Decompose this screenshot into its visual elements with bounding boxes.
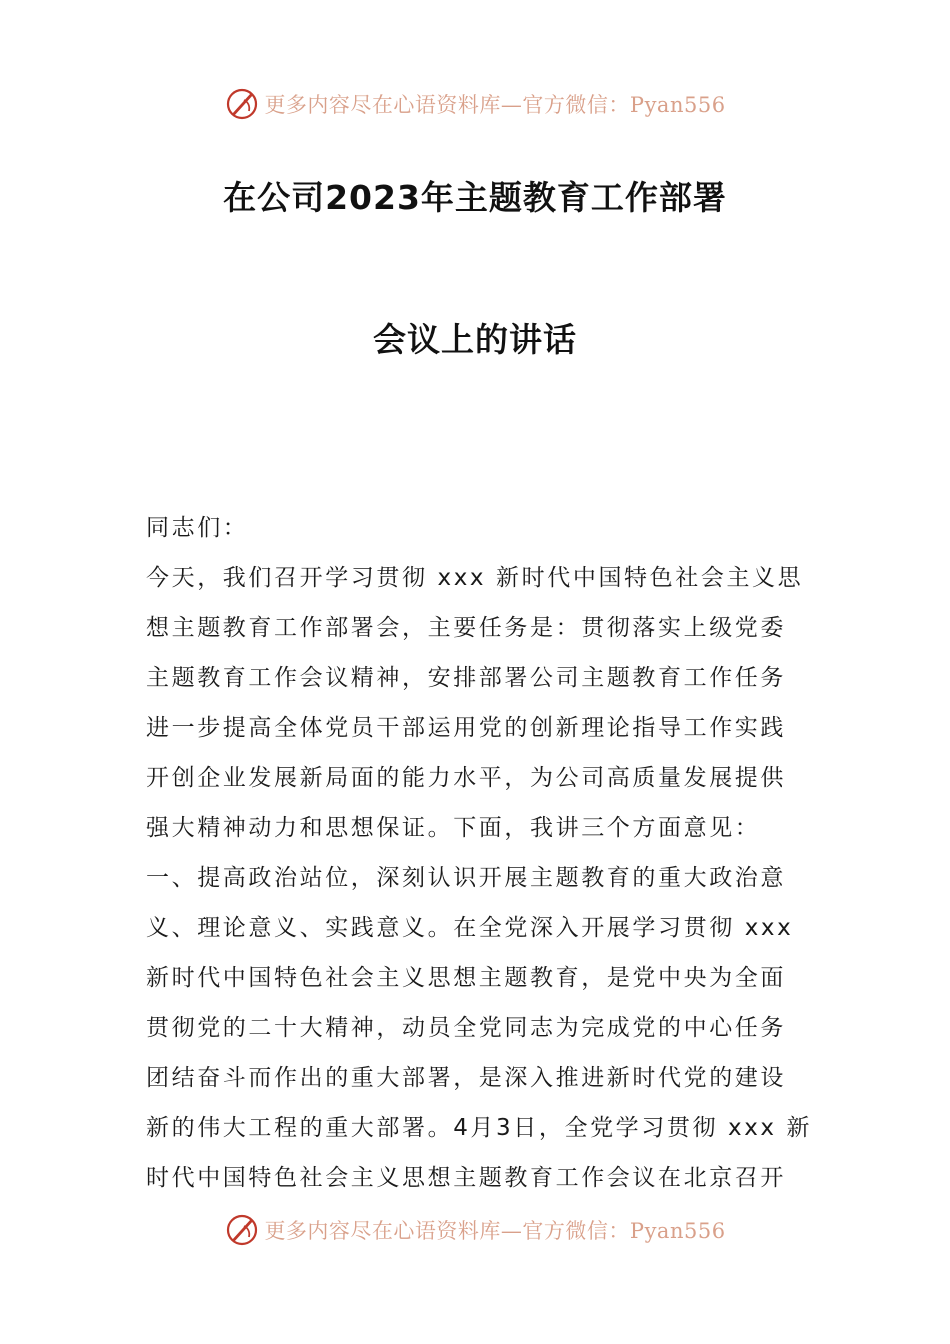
- body-line: 同志们：: [146, 515, 249, 541]
- body-line: 今天，我们召开学习贯彻 xxx 新时代中国特色社会主义思: [146, 565, 804, 591]
- watermark-header: [0, 82, 950, 126]
- body-line: 主题教育工作会议精神，安排部署公司主题教育工作任务: [146, 665, 786, 691]
- speech-body: [146, 503, 813, 1203]
- body-line: 团结奋斗而作出的重大部署，是深入推进新时代党的建设: [146, 1065, 786, 1091]
- body-line: 强大精神动力和思想保证。下面，我讲三个方面意见：: [146, 815, 761, 841]
- document-title-line-1: 在公司2023年主题教育工作部署: [223, 178, 727, 217]
- body-line: 贯彻党的二十大精神，动员全党同志为完成党的中心任务: [146, 1015, 786, 1041]
- body-line: 义、理论意义、实践意义。在全党深入开展学习贯彻 xxx: [146, 915, 794, 941]
- watermark-text: 更多内容尽在心语资料库—官方微信：Pyan556: [264, 1219, 726, 1243]
- body-line: 开创企业发展新局面的能力水平，为公司高质量发展提供: [146, 765, 786, 791]
- watermark-text: 更多内容尽在心语资料库—官方微信：Pyan556: [264, 93, 726, 117]
- body-line: 新时代中国特色社会主义思想主题教育，是党中央为全面: [146, 965, 786, 991]
- document-title-line-2: 会议上的讲话: [373, 320, 577, 359]
- quill-logo-icon: [224, 86, 260, 122]
- quill-logo-icon: [224, 1212, 260, 1248]
- body-line: 一、提高政治站位，深刻认识开展主题教育的重大政治意: [146, 865, 786, 891]
- body-line: 进一步提高全体党员干部运用党的创新理论指导工作实践: [146, 715, 786, 741]
- watermark-footer: [0, 1208, 950, 1252]
- body-line: 想主题教育工作部署会，主要任务是：贯彻落实上级党委: [146, 615, 786, 641]
- body-line: 新的伟大工程的重大部署。4月3日，全党学习贯彻 xxx 新: [146, 1115, 813, 1141]
- body-line: 时代中国特色社会主义思想主题教育工作会议在北京召开: [146, 1165, 786, 1191]
